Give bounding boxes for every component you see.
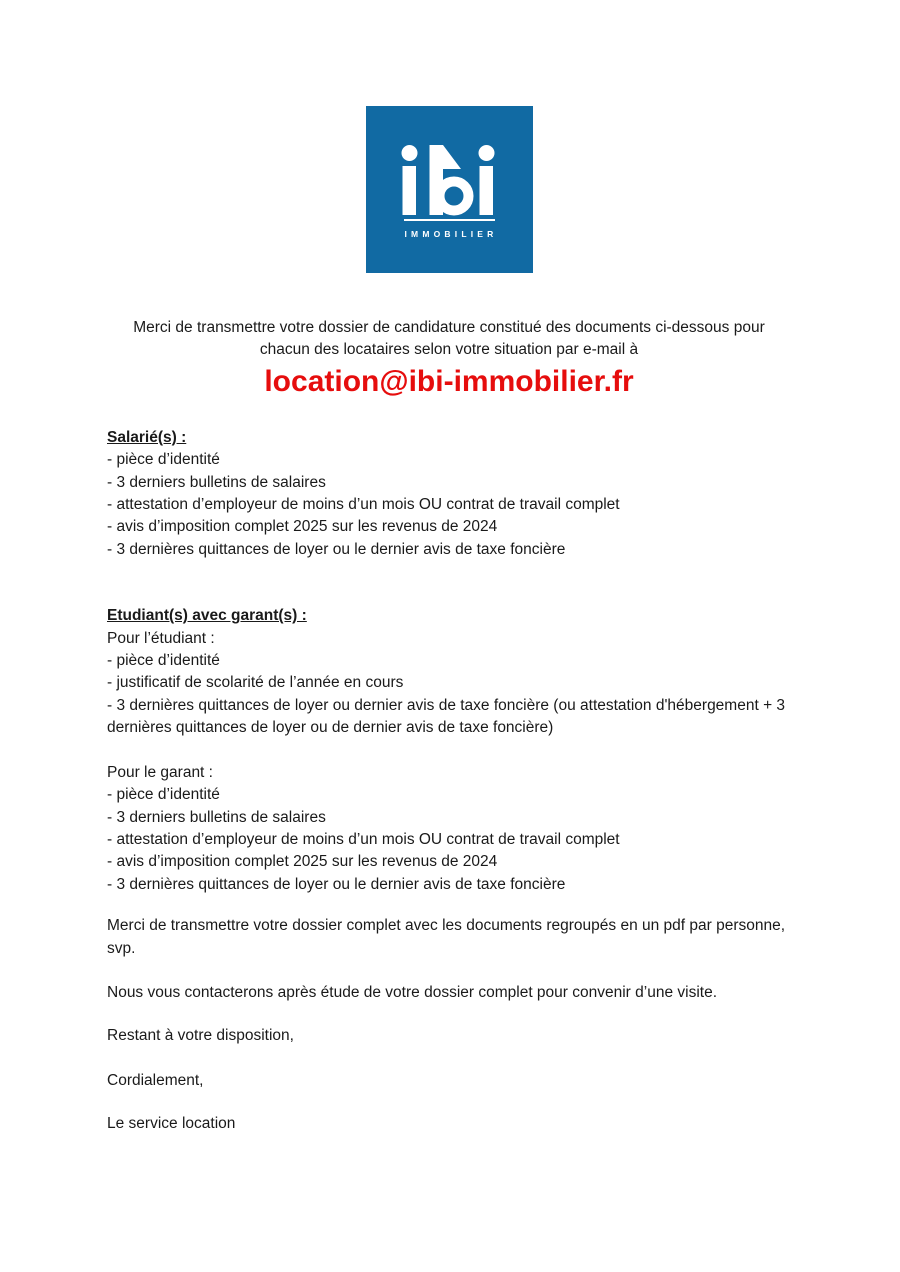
contact-email-link[interactable]: location@ibi-immobilier.fr xyxy=(264,364,634,398)
list-item: - 3 dernières quittances de loyer ou dernier avis de taxe foncière (ou attestation d'hébergement + 3 dernières quittances de loyer ou de dernier avis de taxe foncière) xyxy=(107,696,786,737)
company-logo xyxy=(366,106,533,273)
section-etudiants xyxy=(107,605,791,896)
document-content xyxy=(107,106,791,1136)
closing-paragraph-pdf: Merci de transmettre votre dossier complet avec les documents regroupés en un pdf par personne, svp. xyxy=(107,917,786,957)
closing-paragraph-visit: Nous vous contacterons après étude de votre dossier complet pour convenir d’une visite. xyxy=(107,983,718,1001)
closing-valediction: Cordialement, xyxy=(107,1071,204,1089)
section-heading-etudiants: Etudiant(s) avec garant(s) : xyxy=(107,607,307,625)
list-item: - avis d’imposition complet 2025 sur les revenus de 2024 xyxy=(107,853,498,871)
ibi-wordmark-icon xyxy=(366,106,533,273)
closing-availability: Restant à votre disposition, xyxy=(107,1027,294,1045)
subsection-label-garant: Pour le garant : xyxy=(107,763,213,781)
list-item: - avis d’imposition complet 2025 sur les revenus de 2024 xyxy=(107,518,498,536)
logo-subtitle: IMMOBILIER xyxy=(404,229,498,239)
list-item: - 3 dernières quittances de loyer ou le dernier avis de taxe foncière xyxy=(107,875,566,893)
intro-paragraph: Merci de transmettre votre dossier de candidature constitué des documents ci-dessous pour chacun des locataires selon votre situation par e-mail à xyxy=(133,319,765,359)
list-item: - pièce d’identité xyxy=(107,652,220,670)
list-item: - 3 derniers bulletins de salaires xyxy=(107,808,326,826)
list-item: - attestation d’employeur de moins d’un mois OU contrat de travail complet xyxy=(107,830,620,848)
section-salaries xyxy=(107,427,791,561)
logo-divider xyxy=(404,219,495,221)
list-item: - attestation d’employeur de moins d’un mois OU contrat de travail complet xyxy=(107,496,620,514)
list-item: - pièce d’identité xyxy=(107,786,220,804)
list-item: - 3 dernières quittances de loyer ou le dernier avis de taxe foncière xyxy=(107,540,566,558)
section-heading-salaries: Salarié(s) : xyxy=(107,428,187,446)
closing-signature: Le service location xyxy=(107,1115,236,1133)
list-item: - 3 derniers bulletins de salaires xyxy=(107,473,326,491)
subsection-label-etudiant: Pour l’étudiant : xyxy=(107,629,215,647)
list-item: - justificatif de scolarité de l’année en cours xyxy=(107,674,404,692)
list-item: - pièce d’identité xyxy=(107,451,220,469)
